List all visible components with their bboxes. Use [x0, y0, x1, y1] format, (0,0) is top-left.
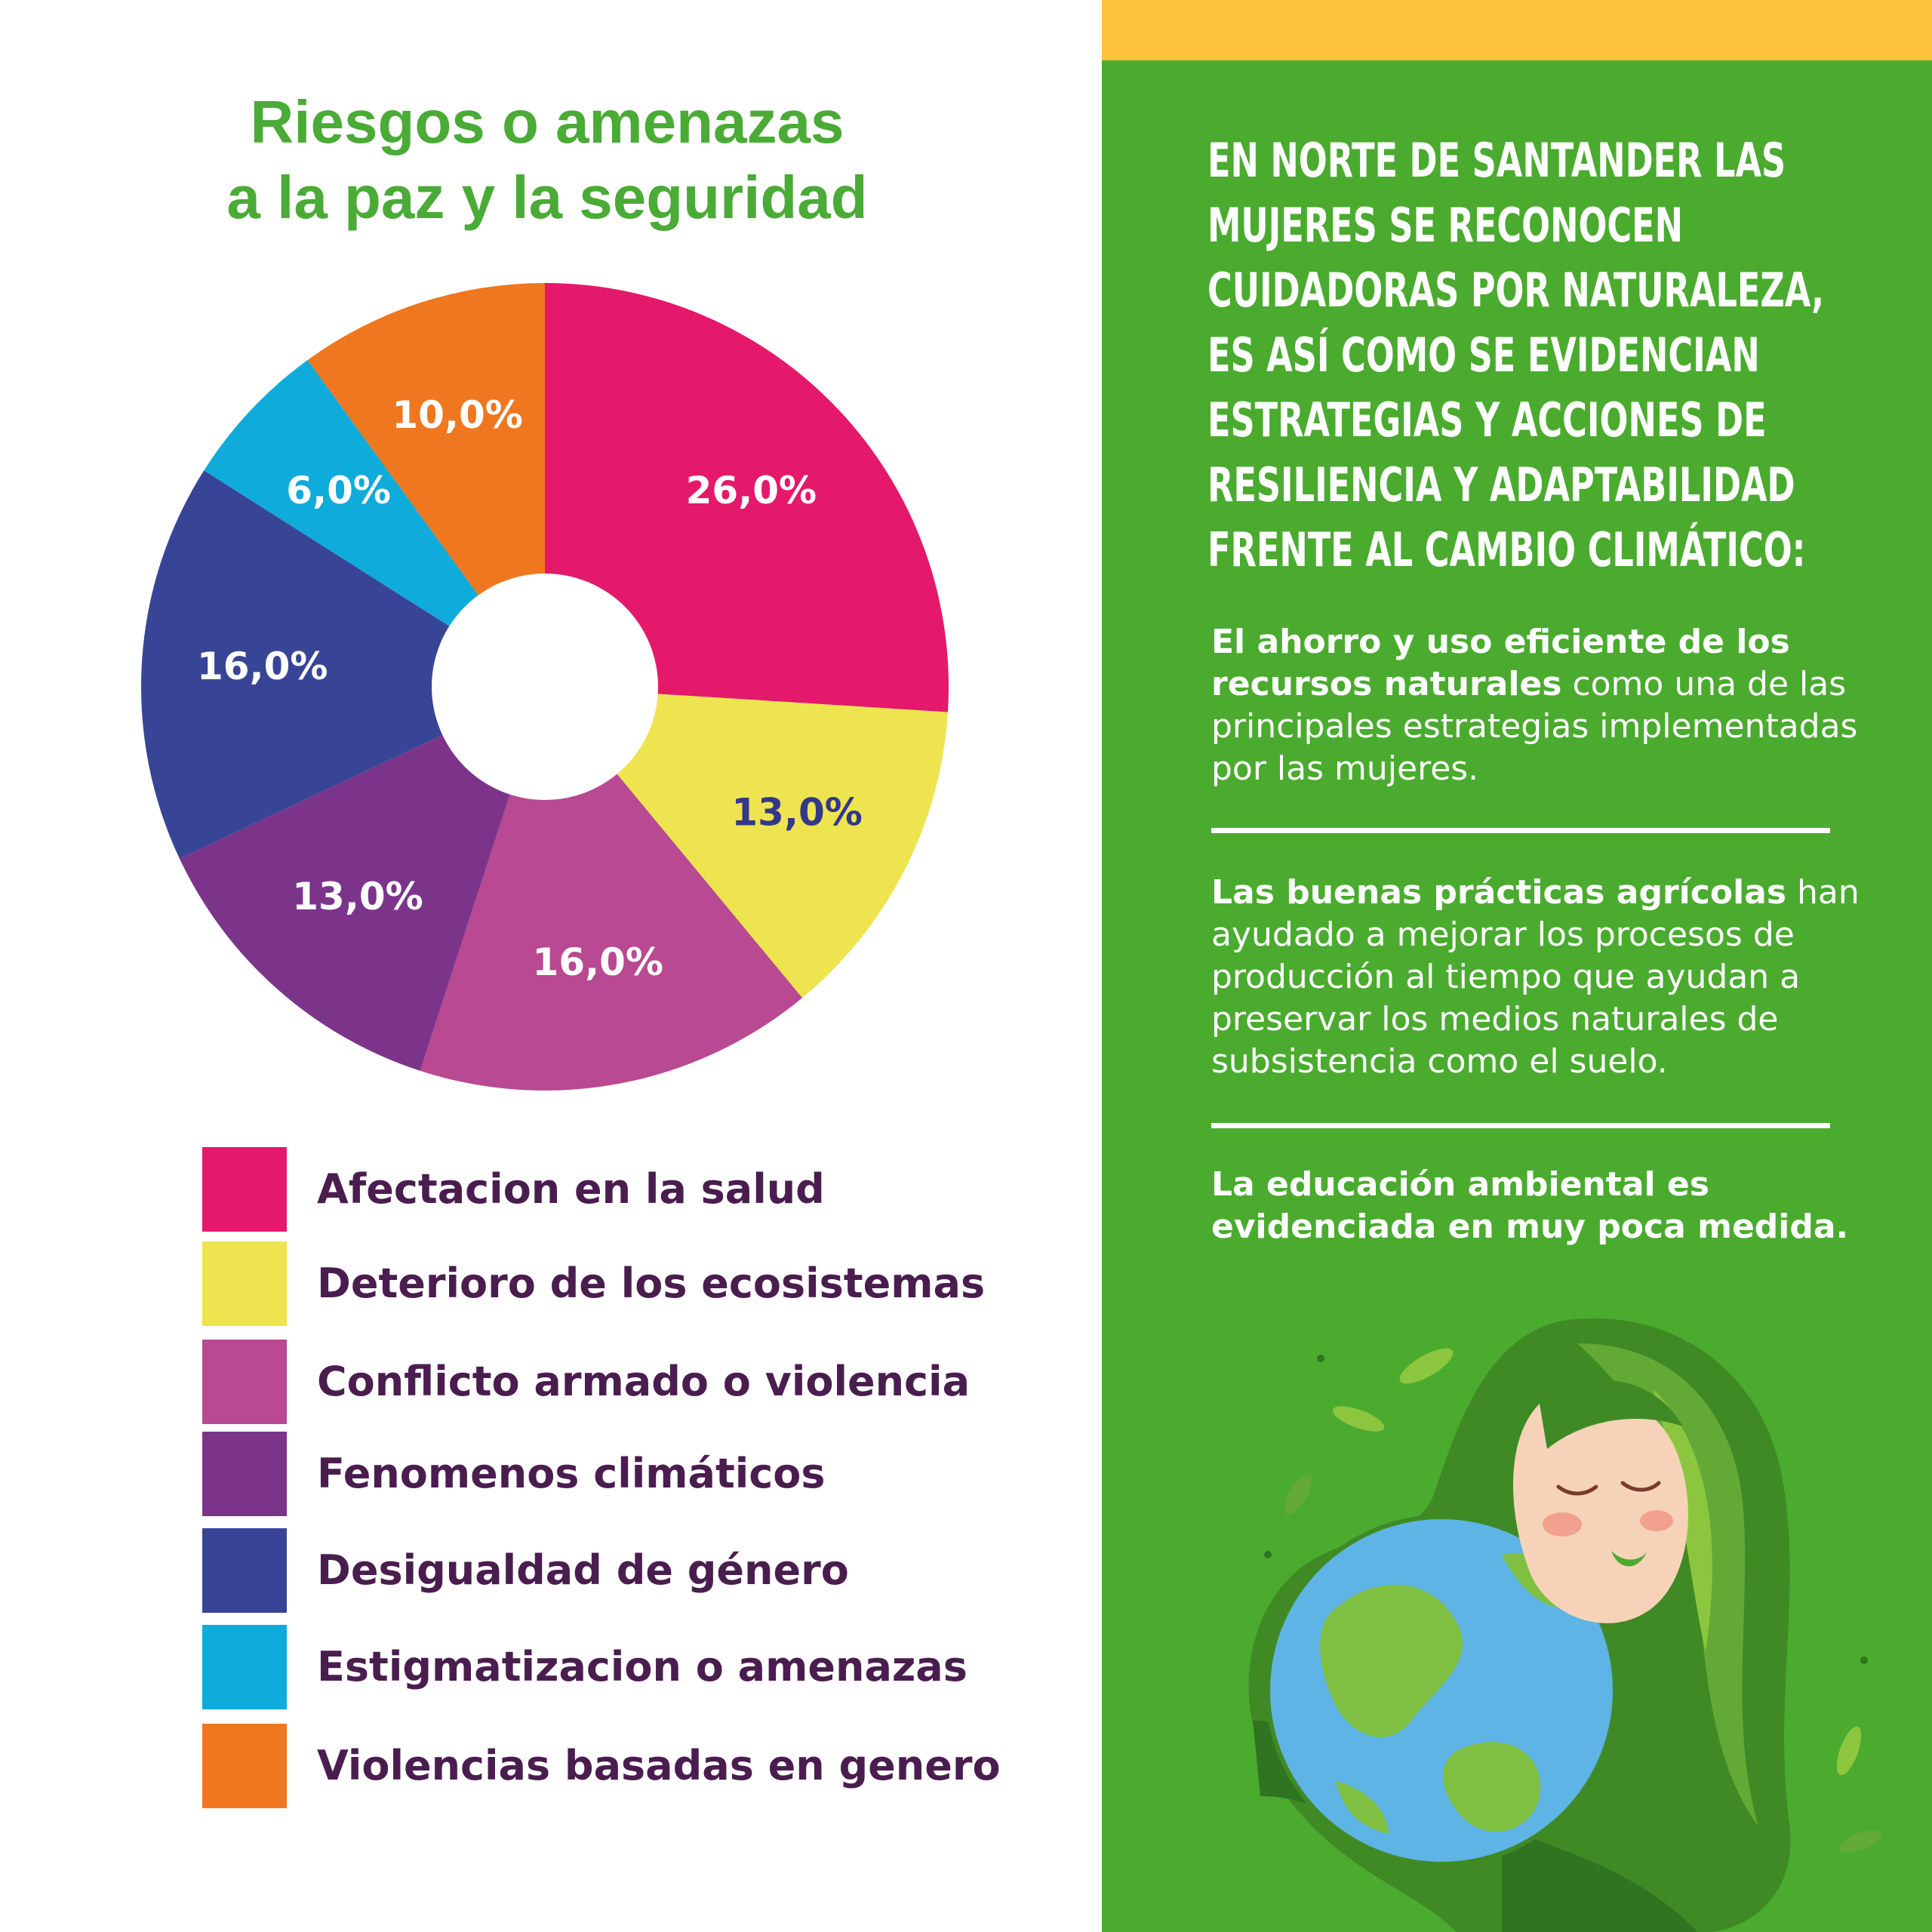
headline-line: RESILIENCIA Y ADAPTABILIDAD — [1208, 457, 1795, 512]
point-agriculture — [1211, 872, 1890, 1083]
slice-value-label: 10,0% — [392, 392, 523, 437]
donut-chart — [0, 0, 1102, 1117]
legend-label: Desigualdad de género — [317, 1546, 849, 1594]
legend-label: Deterioro de los ecosistemas — [317, 1260, 986, 1307]
slice-value-label: 16,0% — [197, 644, 328, 688]
headline-line: FRENTE AL CAMBIO CLIMÁTICO: — [1208, 522, 1806, 577]
legend-item — [202, 1528, 1093, 1613]
legend-label: Fenomenos climáticos — [317, 1450, 826, 1497]
point-education — [1211, 1164, 1890, 1248]
legend-item — [202, 1432, 1093, 1516]
legend-swatch — [202, 1724, 287, 1808]
legend-item — [202, 1241, 1093, 1326]
legend-item — [202, 1340, 1093, 1424]
point-agriculture-bold: Las buenas prácticas agrícolas — [1211, 873, 1787, 912]
top-accent-strip — [1102, 0, 1932, 60]
legend-item — [202, 1724, 1093, 1808]
slice-value-label: 6,0% — [286, 468, 391, 512]
panel-headline — [1208, 128, 1825, 583]
woman-hugging-earth-illustration — [1185, 1298, 1902, 1932]
point-agriculture-text: han ayudado a mejorar los procesos de producción al tiempo que ayudan a preservar los medios naturales de subsistencia como el suelo. — [1211, 873, 1860, 1081]
headline-line: ESTRATEGIAS Y ACCIONES DE — [1208, 392, 1767, 448]
point-savings-bold: El ahorro y uso eficiente de los recursos naturales — [1211, 623, 1790, 703]
divider — [1211, 1123, 1830, 1128]
point-education-bold: La educación ambiental es evidenciada en muy poca medida. — [1211, 1165, 1849, 1246]
donut-hole — [432, 574, 658, 800]
headline-line: ES ASÍ COMO SE EVIDENCIAN — [1208, 328, 1760, 383]
legend-item — [202, 1625, 1093, 1709]
slice-value-label: 26,0% — [685, 468, 817, 512]
info-panel — [1102, 0, 1932, 1932]
headline-line: EN NORTE DE SANTANDER LAS — [1208, 133, 1786, 188]
legend-swatch — [202, 1147, 287, 1232]
legend-label: Estigmatizacion o amenazas — [317, 1643, 968, 1690]
legend-label: Conflicto armado o violencia — [317, 1358, 971, 1405]
legend-label: Violencias basadas en genero — [317, 1742, 1001, 1789]
slice-value-label: 16,0% — [532, 940, 664, 984]
legend-swatch — [202, 1241, 287, 1326]
legend-swatch — [202, 1528, 287, 1613]
headline-line: MUJERES SE RECONOCEN — [1208, 198, 1684, 253]
point-savings — [1211, 621, 1890, 790]
legend-swatch — [202, 1625, 287, 1709]
divider — [1211, 828, 1830, 833]
legend-swatch — [202, 1432, 287, 1516]
chart-title-line-1: Riesgos o amenazas — [250, 88, 844, 155]
legend-item — [202, 1147, 1093, 1232]
headline-line: CUIDADORAS POR NATURALEZA, — [1208, 263, 1825, 318]
point-savings-text: como una de las principales estrategias implementadas por las mujeres. — [1211, 665, 1858, 788]
slice-value-label: 13,0% — [731, 790, 863, 835]
legend-swatch — [202, 1340, 287, 1424]
legend-label: Afectacion en la salud — [317, 1165, 825, 1213]
chart-title-line-2: a la paz y la seguridad — [226, 164, 868, 231]
slice-value-label: 13,0% — [292, 874, 423, 918]
